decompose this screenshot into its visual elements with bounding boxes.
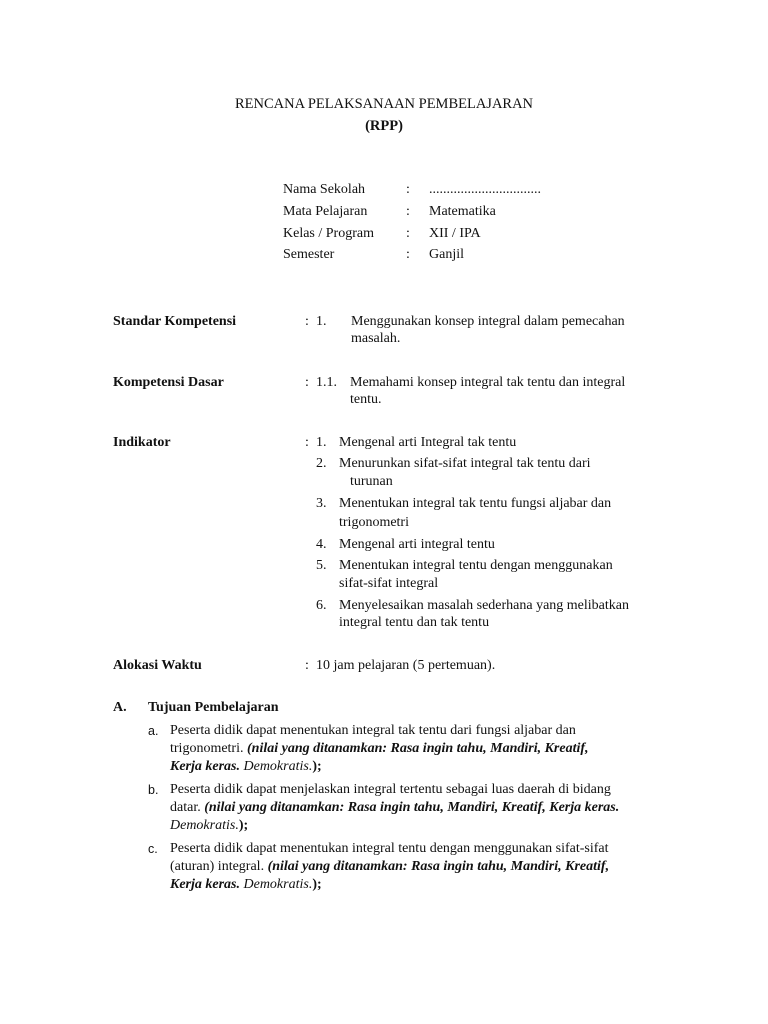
- tujuan-line: [170, 799, 619, 817]
- indikator-number: 5.: [316, 558, 327, 573]
- nilai-separator: .: [236, 877, 240, 892]
- identity-value: Matematika: [429, 204, 496, 219]
- nilai-text: (nilai yang ditanamkan: Rasa ingin tahu, Mandiri, Kreatif,: [267, 859, 610, 874]
- indikator-text: Menentukan integral tak tentu fungsi aljabar dan: [339, 496, 612, 511]
- document-title: RENCANA PELAKSANAAN PEMBELAJARAN: [234, 96, 534, 112]
- item-text: tentu.: [350, 392, 382, 407]
- indikator-text: integral tentu dan tak tentu: [339, 615, 490, 630]
- item-text: Menggunakan konsep integral dalam pemecahan: [351, 314, 625, 329]
- section-value: 10 jam pelajaran (5 pertemuan).: [316, 658, 496, 673]
- tujuan-line: [170, 858, 609, 876]
- identity-value: XII / IPA: [429, 226, 481, 241]
- nilai-closing: );: [312, 759, 322, 774]
- nilai-closing: );: [312, 877, 322, 892]
- identity-colon: :: [406, 226, 410, 241]
- indikator-text: Menurunkan sifat-sifat integral tak tentu dari: [339, 456, 591, 471]
- indikator-text: sifat-sifat integral: [339, 576, 439, 591]
- tujuan-line: [170, 740, 589, 758]
- nilai-text: (nilai yang ditanamkan: Rasa ingin tahu, Mandiri, Kreatif, Kerja keras: [204, 800, 616, 815]
- identity-label: Kelas / Program: [283, 226, 374, 241]
- nilai-separator: .: [615, 800, 620, 815]
- tujuan-text: (aturan) integral.: [170, 859, 265, 874]
- nilai-text: (nilai yang ditanamkan: Rasa ingin tahu, Mandiri, Kreatif,: [247, 741, 589, 756]
- indikator-text: Mengenal arti Integral tak tentu: [339, 435, 517, 450]
- item-number: 1.: [316, 314, 327, 329]
- indikator-text: Menentukan integral tentu dengan menggunakan: [339, 558, 613, 573]
- indikator-number: 6.: [316, 598, 327, 613]
- tujuan-text: Peserta didik dapat menentukan integral tentu dengan menggunakan sifat-sifat: [170, 841, 609, 856]
- nilai-closing: );: [238, 818, 249, 833]
- nilai-text: Demokratis.: [243, 877, 313, 892]
- identity-value: Ganjil: [429, 247, 464, 262]
- indikator-text: turunan: [350, 474, 393, 489]
- nilai-text: Kerja keras: [170, 759, 237, 774]
- indikator-number: 3.: [316, 496, 327, 511]
- nilai-text: Demokratis.: [243, 759, 313, 774]
- document-subtitle: (RPP): [365, 118, 403, 134]
- item-text: Memahami konsep integral tak tentu dan integral: [350, 375, 626, 390]
- list-marker: b.: [148, 783, 159, 797]
- identity-label: Semester: [283, 247, 335, 262]
- section-colon: :: [305, 375, 309, 390]
- nilai-text: Demokratis.: [170, 818, 239, 833]
- tujuan-text: Peserta didik dapat menentukan integral tak tentu dari fungsi aljabar dan: [170, 723, 576, 738]
- list-marker: c.: [148, 842, 158, 856]
- tujuan-text: trigonometri.: [170, 741, 244, 756]
- indikator-number: 1.: [316, 435, 327, 450]
- identity-value: ................................: [429, 182, 541, 197]
- list-marker: a.: [148, 724, 159, 738]
- section-label: Indikator: [113, 435, 171, 450]
- indikator-number: 4.: [316, 537, 327, 552]
- identity-label: Nama Sekolah: [283, 182, 366, 197]
- section-colon: :: [305, 314, 309, 329]
- identity-colon: :: [406, 204, 410, 219]
- tujuan-text: Peserta didik dapat menjelaskan integral tertentu sebagai luas daerah di bidang: [170, 782, 611, 797]
- tujuan-text: datar.: [170, 800, 201, 815]
- identity-colon: :: [406, 247, 410, 262]
- section-label: Alokasi Waktu: [113, 658, 202, 673]
- tujuan-line: [170, 817, 248, 835]
- section-label: Kompetensi Dasar: [113, 375, 224, 390]
- identity-label: Mata Pelajaran: [283, 204, 368, 219]
- indikator-text: Menyelesaikan masalah sederhana yang melibatkan: [339, 598, 629, 613]
- section-label: Standar Kompetensi: [113, 314, 237, 329]
- nilai-separator: .: [236, 759, 240, 774]
- item-number: 1.1.: [316, 375, 337, 390]
- nilai-text: Kerja keras: [170, 877, 237, 892]
- indikator-text: Mengenal arti integral tentu: [339, 537, 495, 552]
- section-colon: :: [305, 435, 309, 450]
- section-letter: A.: [113, 700, 127, 715]
- section-colon: :: [305, 658, 309, 673]
- tujuan-line: [170, 876, 322, 894]
- indikator-number: 2.: [316, 456, 327, 471]
- item-text: masalah.: [351, 331, 401, 346]
- tujuan-line: [170, 758, 322, 776]
- identity-colon: :: [406, 182, 410, 197]
- section-heading: Tujuan Pembelajaran: [148, 700, 279, 715]
- indikator-text: trigonometri: [339, 515, 409, 530]
